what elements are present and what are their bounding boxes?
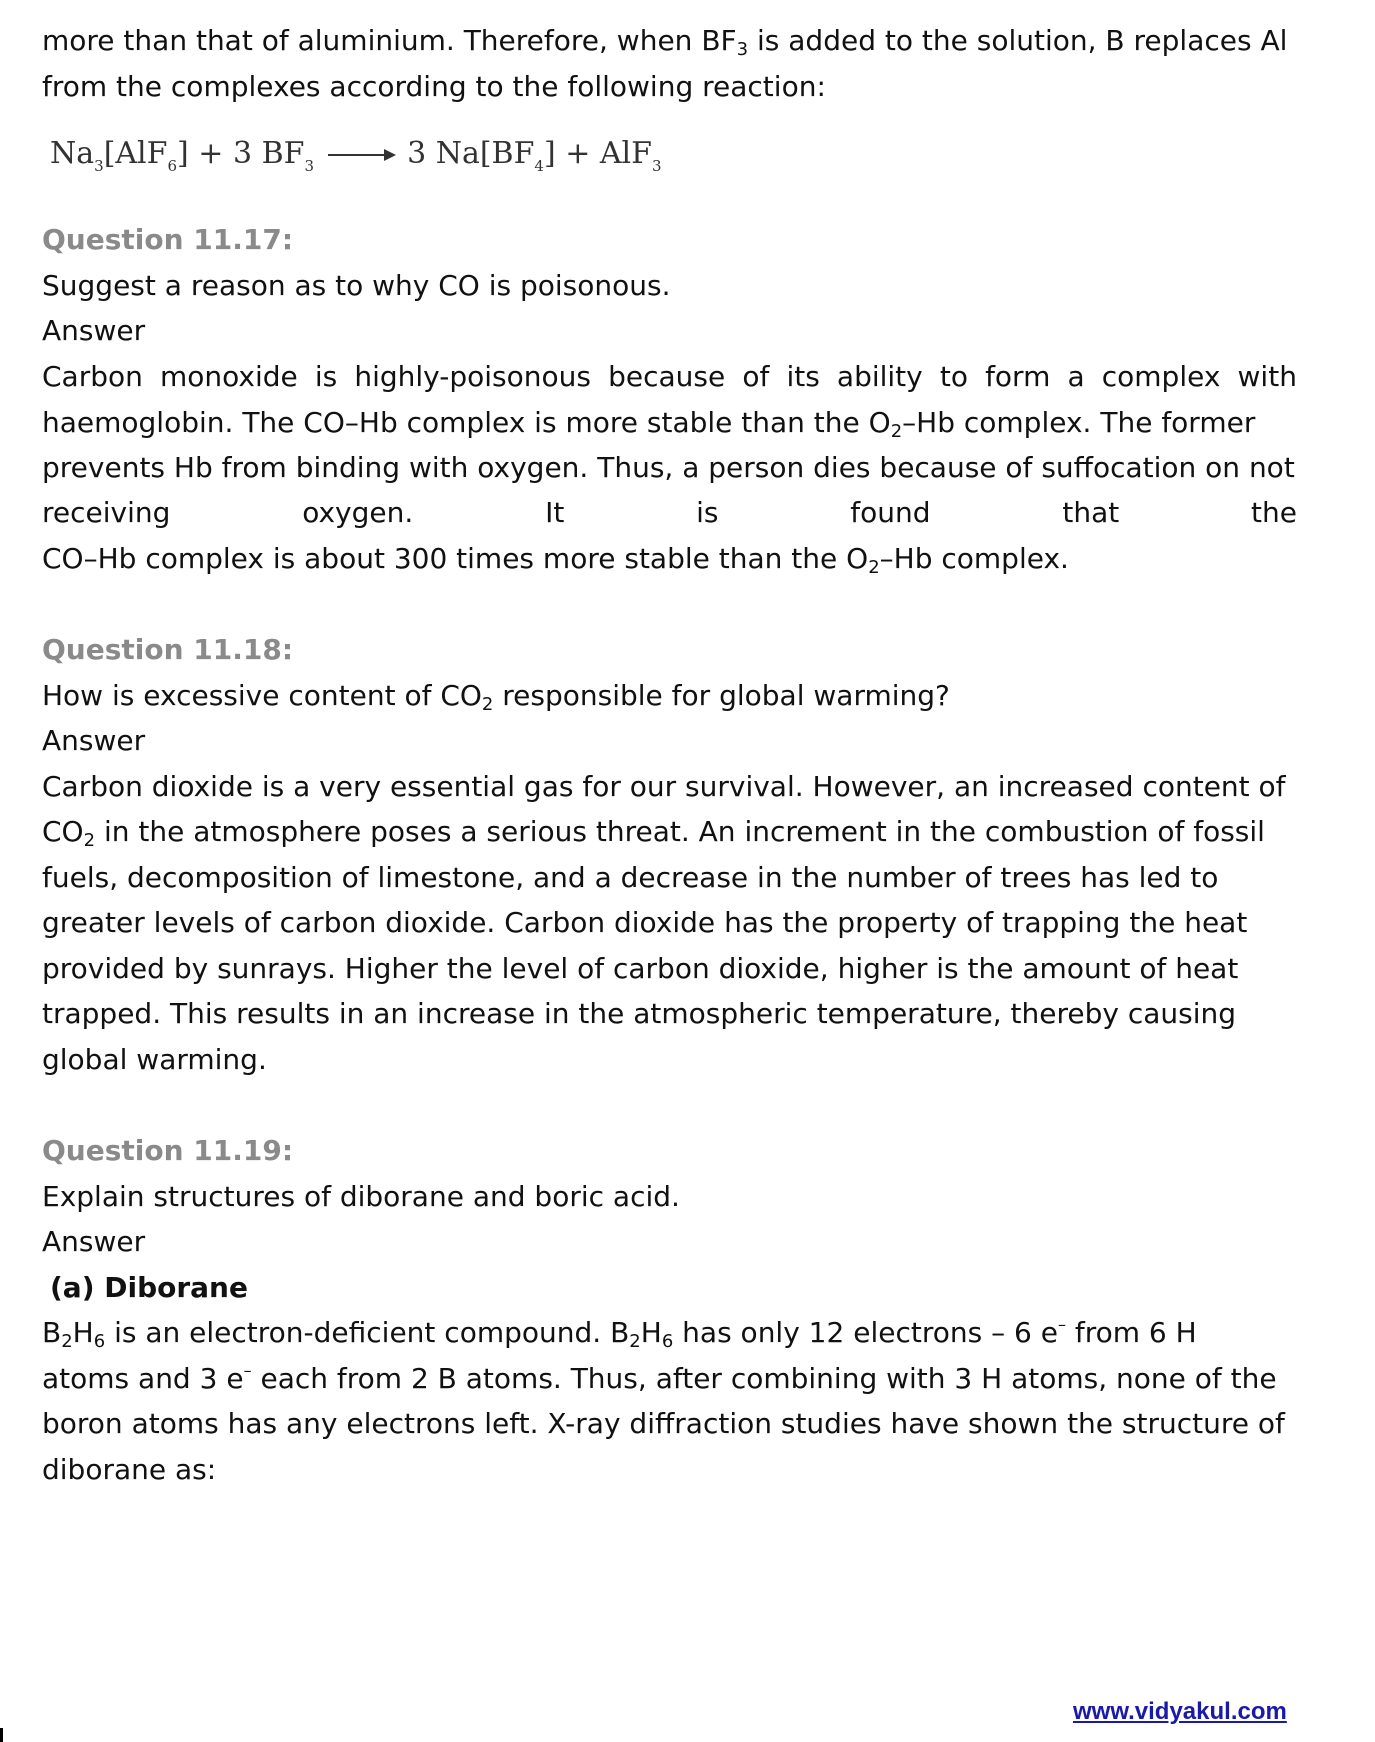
q19-answer-line-4: diborane as: (42, 1453, 217, 1486)
q17-answer-line-3: prevents Hb from binding with oxygen. Thus, a person dies because of suffocation on not (42, 451, 1295, 484)
question-17-answer-label: Answer (42, 314, 146, 347)
q19-answer-line-1: $B_2H_6$ is an electron-deficient compound. $B_2H_6$ has only 12 electrons – 6 e– from 6 H (42, 1315, 1197, 1352)
q18-answer-line-1: Carbon dioxide is a very essential gas for our survival. However, an increased content of (42, 770, 1286, 803)
q18-answer-line-2: $CO_2$ in the atmosphere poses a serious threat. An increment in the combustion of fossil (42, 815, 1265, 851)
q17-answer-line-2: haemoglobin. The CO–Hb complex is more stable than the $O_2-Hb$ complex. The former (42, 406, 1256, 442)
q17-answer-line-5: CO–Hb complex is about 300 times more stable than the $O_2-Hb$ complex. (42, 542, 1069, 578)
reaction-arrow-icon (326, 148, 396, 162)
question-18-text: How is excessive content of $CO_2$ responsible for global warming? (42, 679, 950, 715)
question-17-heading: Question 11.17: (42, 223, 294, 256)
q18-answer-line-4: greater levels of carbon dioxide. Carbon dioxide has the property of trapping the heat (42, 906, 1248, 939)
question-19-answer-label: Answer (42, 1225, 146, 1258)
q18-answer-line-6: trapped. This results in an increase in the atmospheric temperature, thereby causing (42, 997, 1237, 1030)
q18-answer-line-5: provided by sunrays. Higher the level of carbon dioxide, higher is the amount of heat (42, 952, 1239, 985)
intro-line-1: more than that of aluminium. Therefore, when $BF_3$ is added to the solution, B replaces Al (42, 24, 1288, 60)
question-17-text: Suggest a reason as to why CO is poisonous. (42, 269, 671, 302)
q17-answer-line-4: receiving oxygen. It is found that the (42, 496, 1297, 529)
intro-line-2: from the complexes according to the following reaction: (42, 70, 826, 103)
question-19-heading: Question 11.19: (42, 1134, 294, 1167)
footer-website-link[interactable]: www.vidyakul.com (1073, 1698, 1287, 1725)
q18-answer-line-7: global warming. (42, 1043, 267, 1076)
q18-answer-line-3: fuels, decomposition of limestone, and a decrease in the number of trees has led to (42, 861, 1219, 894)
question-19-text: Explain structures of diborane and boric acid. (42, 1180, 680, 1213)
diborane-subheading: (a) Diborane (50, 1271, 248, 1304)
page-edge-mark (0, 1728, 3, 1742)
q19-answer-line-2: atoms and 3 e– each from 2 B atoms. Thus, after combining with 3 H atoms, none of the (42, 1361, 1277, 1395)
q19-answer-line-3: boron atoms has any electrons left. X-ray diffraction studies have shown the structure of (42, 1407, 1285, 1440)
question-18-heading: Question 11.18: (42, 633, 294, 666)
reaction-equation: $Na_3[AlF_6] + 3$ $BF_3$ 3 $Na[BF_4] + AlF_3$ (50, 136, 662, 175)
question-18-answer-label: Answer (42, 724, 146, 757)
q17-answer-line-1: Carbon monoxide is highly-poisonous because of its ability to form a complex with (42, 360, 1297, 393)
